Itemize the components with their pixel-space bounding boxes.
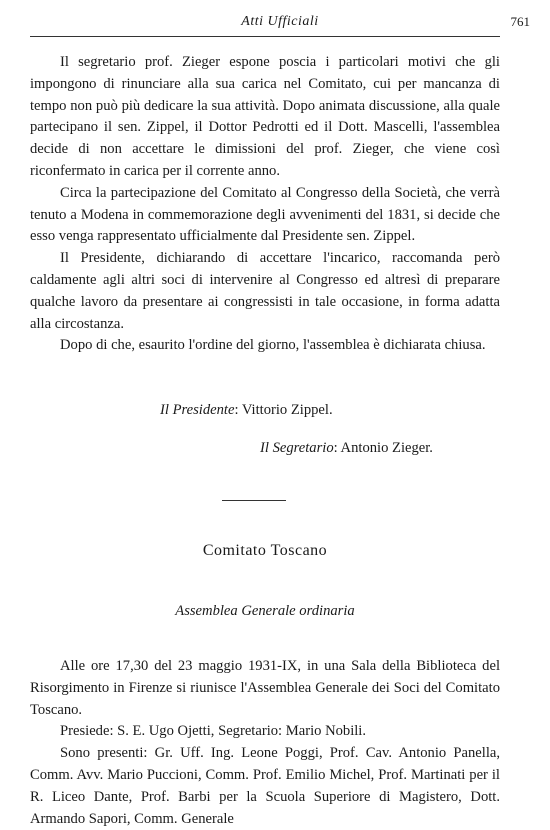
president-name: Vittorio Zippel. bbox=[241, 402, 333, 418]
secretary-role: Il Segretario bbox=[260, 440, 334, 456]
running-head bbox=[30, 14, 530, 34]
paragraph-meeting-opening: Alle ore 17,30 del 23 maggio 1931-IX, in una Sala della Biblioteca del Risorgimento in Firenze si riunisce l'Assemblea Generale dei Soci del Comitato Toscano. bbox=[30, 658, 500, 718]
minutes-text bbox=[30, 656, 500, 830]
paragraph-secretary-resignation: Il segretario prof. Zieger espone poscia i particolari motivi che gli impongono di rinunciare alla sua carica nel Comitato, cui per mancanza di tempo non può più dedicare la sua attività. Dopo animata discussione, alla quale partecipano il sen. Zippel, il Dottor Pedrotti ed il Dott. Mascelli, l'assemblea decide di non accettare le dimissioni del prof. Zieger, che viene così riconfermato in carica per il corrente anno. bbox=[30, 54, 500, 179]
paragraph-congress-participation: Circa la partecipazione del Comitato al Congresso della Società, che verrà tenuto a Modena in commemorazione degli avvenimenti del 1831, si decide che esso venga rappresentato ufficialmente dal Presidente sen. Zippel. bbox=[30, 184, 500, 245]
page-number: 761 bbox=[510, 14, 530, 29]
section-subtitle: Assemblea Generale ordinaria bbox=[175, 603, 355, 619]
header-rule bbox=[30, 36, 500, 37]
body-text bbox=[30, 52, 500, 357]
president-role: Il Presidente bbox=[160, 402, 235, 418]
section-divider bbox=[222, 500, 286, 501]
paragraph-president-recommendation: Il Presidente, dichiarando di accettare l'incarico, raccomanda però caldamente agli altri soci di intervenire al Congresso ed altresì di preparare qualche lavoro da presentare ai congressisti in tale occasione, in forma adatta alla circostanza. bbox=[30, 250, 500, 332]
running-title: Atti Ufficiali bbox=[241, 14, 319, 29]
secretary-signature: Il Segretario: Antonio Zieger. bbox=[260, 440, 433, 456]
president-signature: Il Presidente: Vittorio Zippel. bbox=[160, 402, 333, 418]
secretary-name: Antonio Zieger. bbox=[340, 440, 433, 456]
paragraph-attendees: Sono presenti: Gr. Uff. Ing. Leone Poggi, Prof. Cav. Antonio Panella, Comm. Avv. Mario Puccioni, Comm. Prof. Emilio Michel, Prof. Martinati per il R. Liceo Dante, Prof. Barbi per la Scuola Superiore di Magistero, Dott. Armando Sapori, Comm. Generale bbox=[30, 745, 500, 827]
section-title: Comitato Toscano bbox=[202, 542, 328, 559]
paragraph-chair-secretary: Presiede: S. E. Ugo Ojetti, Segretario: Mario Nobili. bbox=[60, 723, 367, 740]
paragraph-meeting-closed: Dopo di che, esaurito l'ordine del giorno, l'assemblea è dichiarata chiusa. bbox=[60, 337, 486, 354]
